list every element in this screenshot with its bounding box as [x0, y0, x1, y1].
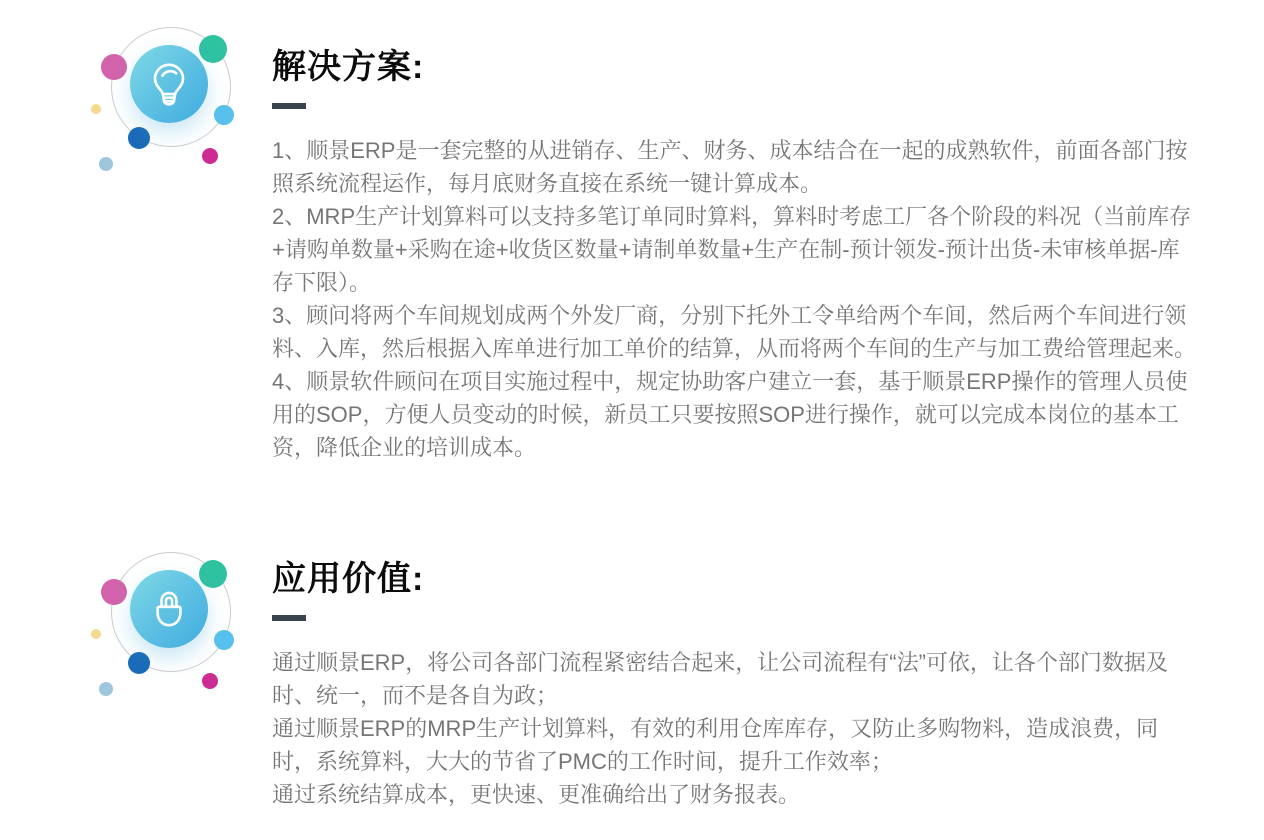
decor-dot-lightblue	[214, 105, 234, 125]
lightbulb-icon	[130, 45, 208, 123]
decor-dot-pink	[101, 54, 127, 80]
paragraph: 4、顺景软件顾问在项目实施过程中，规定协助客户建立一套，基于顺景ERP操作的管理人员使用的SOP，方便人员变动的时候，新员工只要按照SOP进行操作，就可以完成本岗位的基本工资，降低企业的培训成本。	[272, 369, 1188, 460]
paragraph: 2、MRP生产计划算料可以支持多笔订单同时算料，算料时考虑工厂各个阶段的料况（当前库存+请购单数量+采购在途+收货区数量+请制单数量+生产在制-预计领发-预计出货-未审核单据-库存下限）。	[272, 204, 1192, 295]
decor-dot-darkblue	[128, 652, 150, 674]
decor-dot-pink	[101, 579, 127, 605]
decor-dot-magenta	[202, 673, 218, 689]
lock-icon	[130, 570, 208, 648]
decor-dot-lightblue	[214, 630, 234, 650]
value-paragraphs	[272, 646, 1200, 811]
paragraph: 通过顺景ERP的MRP生产计划算料，有效的利用仓库库存，又防止多购物料，造成浪费，同时，系统算料，大大的节省了PMC的工作时间，提升工作效率；	[272, 716, 1159, 774]
decor-dot-paleblue	[99, 682, 113, 696]
solution-paragraphs	[272, 134, 1200, 464]
decor-dot-yellow	[91, 104, 101, 114]
solution-icon-cluster	[88, 25, 248, 185]
decor-dot-yellow	[91, 629, 101, 639]
decor-dot-darkblue	[128, 127, 150, 149]
paragraph: 通过系统结算成本，更快速、更准确给出了财务报表。	[272, 782, 801, 807]
value-icon-cluster	[88, 550, 248, 710]
paragraph: 3、顾问将两个车间规划成两个外发厂商，分别下托外工令单给两个车间，然后两个车间进行领料、入库，然后根据入库单进行加工单价的结算，从而将两个车间的生产与加工费给管理起来。	[272, 303, 1197, 361]
decor-dot-magenta	[202, 148, 218, 164]
paragraph: 通过顺景ERP，将公司各部门流程紧密结合起来，让公司流程有“法”可依，让各个部门数据及时、统一，而不是各自为政；	[272, 650, 1168, 708]
title-underline	[272, 103, 306, 109]
decor-dot-teal	[199, 35, 227, 63]
paragraph: 1、顺景ERP是一套完整的从进销存、生产、财务、成本结合在一起的成熟软件，前面各部门按照系统流程运作，每月底财务直接在系统一键计算成本。	[272, 138, 1188, 196]
decor-dot-teal	[199, 560, 227, 588]
section-title-solution: 解决方案:	[272, 48, 425, 86]
title-underline	[272, 615, 306, 621]
section-title-value: 应用价值:	[272, 560, 425, 598]
decor-dot-paleblue	[99, 157, 113, 171]
